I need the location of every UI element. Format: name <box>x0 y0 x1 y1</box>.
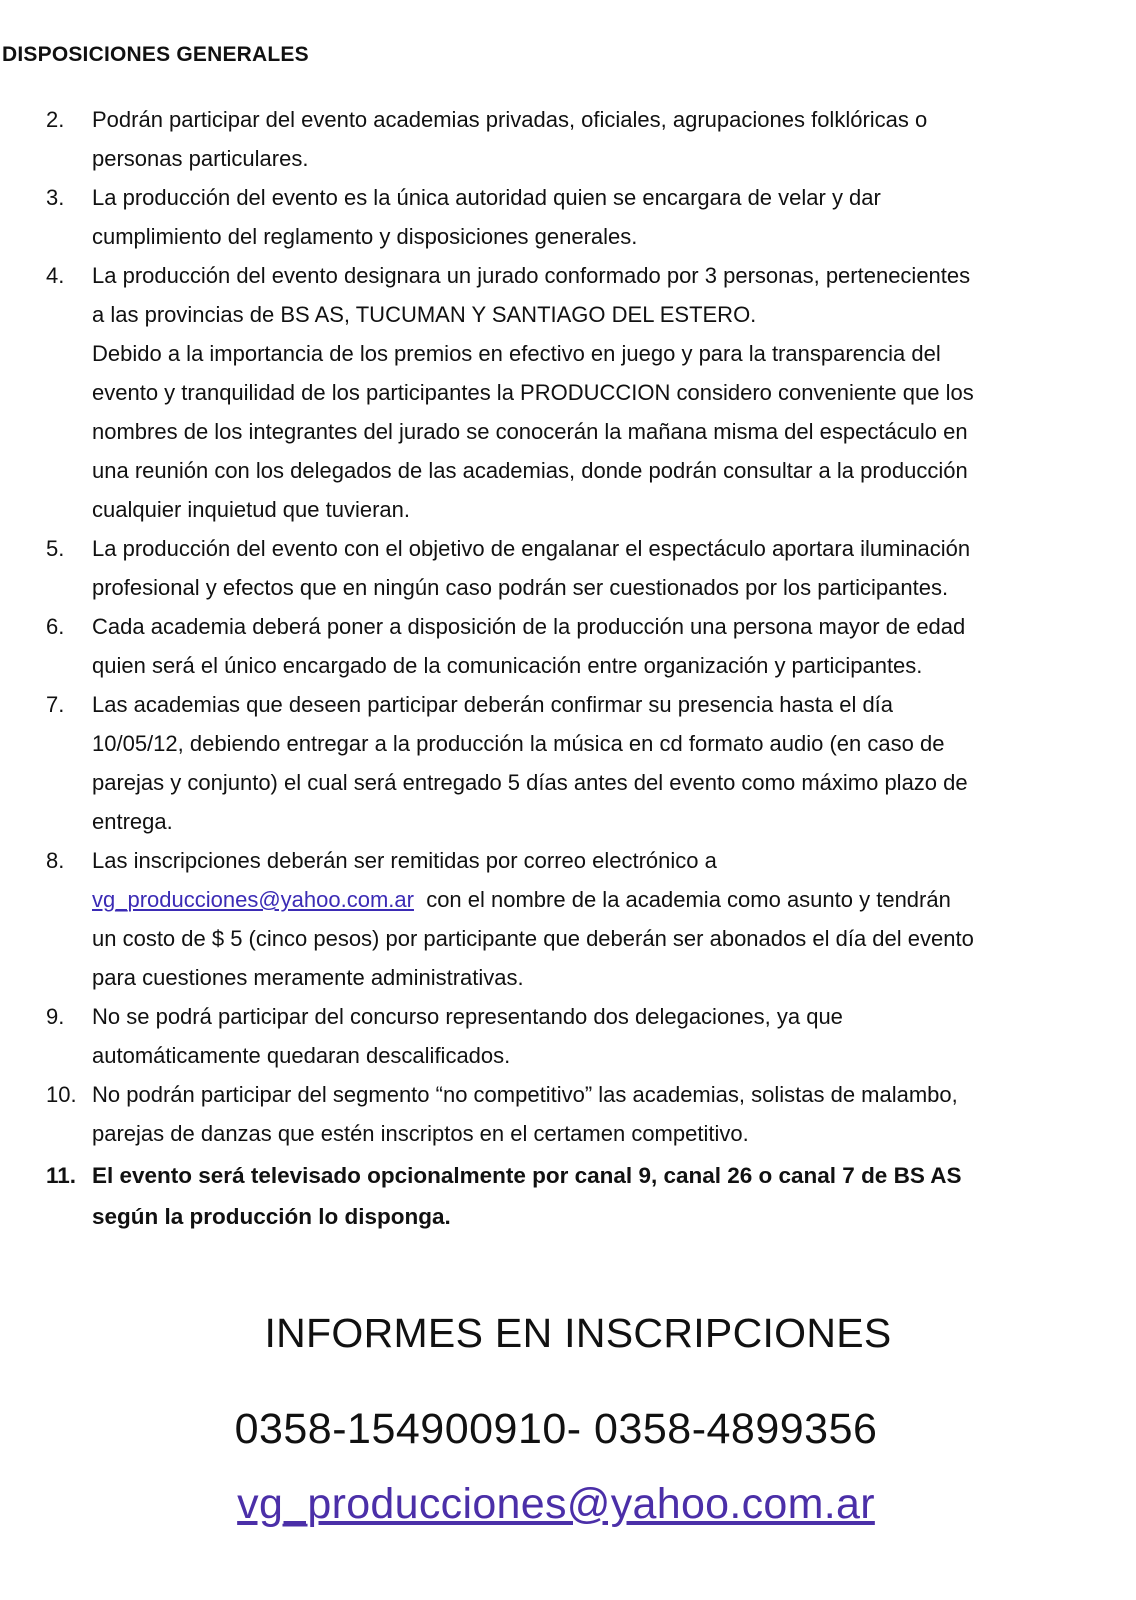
rule-text-line: Cada academia deberá poner a disposición de la producción una persona mayor de edad <box>92 614 966 639</box>
rule-item-4 <box>0 256 1136 529</box>
rule-text-line: nombres de los integrantes del jurado se conocerán la mañana misma del espectáculo en <box>92 419 968 444</box>
rule-text-line: un costo de $ 5 (cinco pesos) por participante que deberán ser abonados el día del evento <box>92 926 974 951</box>
rule-number: 8. <box>46 848 65 873</box>
rule-item-3 <box>0 178 1136 256</box>
rule-number: 3. <box>46 185 65 210</box>
rule-text-line: personas particulares. <box>92 146 309 171</box>
rule-text-line: Las inscripciones deberán ser remitidas por correo electrónico a <box>92 848 717 873</box>
rule-number: 9. <box>46 1004 65 1029</box>
section-heading: DISPOSICIONES GENERALES <box>2 43 309 66</box>
rule-item-10 <box>0 1075 1136 1153</box>
rule-text-line: parejas de danzas que estén inscriptos en el certamen competitivo. <box>92 1121 749 1146</box>
rule-item-9 <box>0 997 1136 1075</box>
rule-text-line: No se podrá participar del concurso representando dos delegaciones, ya que <box>92 1004 843 1029</box>
rule-text-line <box>92 880 1114 919</box>
rule-text-fragment: con el nombre de la academia como asunto y tendrán <box>413 887 951 912</box>
rule-text-line: parejas y conjunto) el cual será entregado 5 días antes del evento como máximo plazo de <box>92 770 968 795</box>
contact-title: INFORMES EN INSCRIPCIONES <box>264 1310 892 1356</box>
rule-text-line: una reunión con los delegados de las academias, donde podrán consultar a la producción <box>92 458 968 483</box>
rule-text-line: evento y tranquilidad de los participantes la PRODUCCION considero conveniente que los <box>92 380 974 405</box>
rule-text-line: cualquier inquietud que tuvieran. <box>92 497 411 522</box>
rule-text-line: según la producción lo disponga. <box>92 1204 451 1229</box>
rule-text-line: automáticamente quedaran descalificados. <box>92 1043 511 1068</box>
rule-number: 11. <box>46 1163 77 1188</box>
rule-item-2 <box>0 100 1136 178</box>
rule-text-line: cumplimiento del reglamento y disposiciones generales. <box>92 224 638 249</box>
rule-text-line: La producción del evento designara un jurado conformado por 3 personas, pertenecientes <box>92 263 971 288</box>
rule-text-line: a las provincias de BS AS, TUCUMAN Y SANTIAGO DEL ESTERO. <box>92 302 757 327</box>
email-link[interactable]: vg_producciones@yahoo.com.ar <box>92 887 414 912</box>
rules-list <box>0 100 1136 1237</box>
contact-email-link[interactable]: vg_producciones@yahoo.com.ar <box>237 1480 875 1528</box>
rule-text-line: Las academias que deseen participar deberán confirmar su presencia hasta el día <box>92 692 894 717</box>
rule-number: 4. <box>46 263 65 288</box>
rule-number: 10. <box>46 1082 77 1107</box>
contact-email-block <box>0 1480 1112 1529</box>
rule-text-line: 10/05/12, debiendo entregar a la producción la música en cd formato audio (en caso de <box>92 731 945 756</box>
rule-text-line: para cuestiones meramente administrativas. <box>92 965 524 990</box>
rule-number: 7. <box>46 692 65 717</box>
rule-text-line: entrega. <box>92 809 173 834</box>
rule-text-line: Podrán participar del evento academias privadas, oficiales, agrupaciones folklóricas o <box>92 107 928 132</box>
rule-text-line: La producción del evento con el objetivo de engalanar el espectáculo aportara iluminación <box>92 536 971 561</box>
rule-text-line: profesional y efectos que en ningún caso podrán ser cuestionados por los participantes. <box>92 575 949 600</box>
rule-number: 5. <box>46 536 65 561</box>
contact-phones: 0358-154900910- 0358-4899356 <box>234 1405 878 1453</box>
rule-text-line: La producción del evento es la única autoridad quien se encargara de velar y dar <box>92 185 881 210</box>
rule-item-6 <box>0 607 1136 685</box>
rule-item-5 <box>0 529 1136 607</box>
rule-number: 6. <box>46 614 65 639</box>
rule-item-11 <box>0 1155 1136 1237</box>
rule-number: 2. <box>46 107 65 132</box>
rule-item-8 <box>0 841 1136 997</box>
rule-text-line: No podrán participar del segmento “no competitivo” las academias, solistas de malambo, <box>92 1082 958 1107</box>
rule-text-line: quien será el único encargado de la comunicación entre organización y participantes. <box>92 653 923 678</box>
rule-text-line: Debido a la importancia de los premios en efectivo en juego y para la transparencia del <box>92 341 941 366</box>
rule-item-7 <box>0 685 1136 841</box>
rule-text-line: El evento será televisado opcionalmente por canal 9, canal 26 o canal 7 de BS AS <box>92 1163 962 1188</box>
